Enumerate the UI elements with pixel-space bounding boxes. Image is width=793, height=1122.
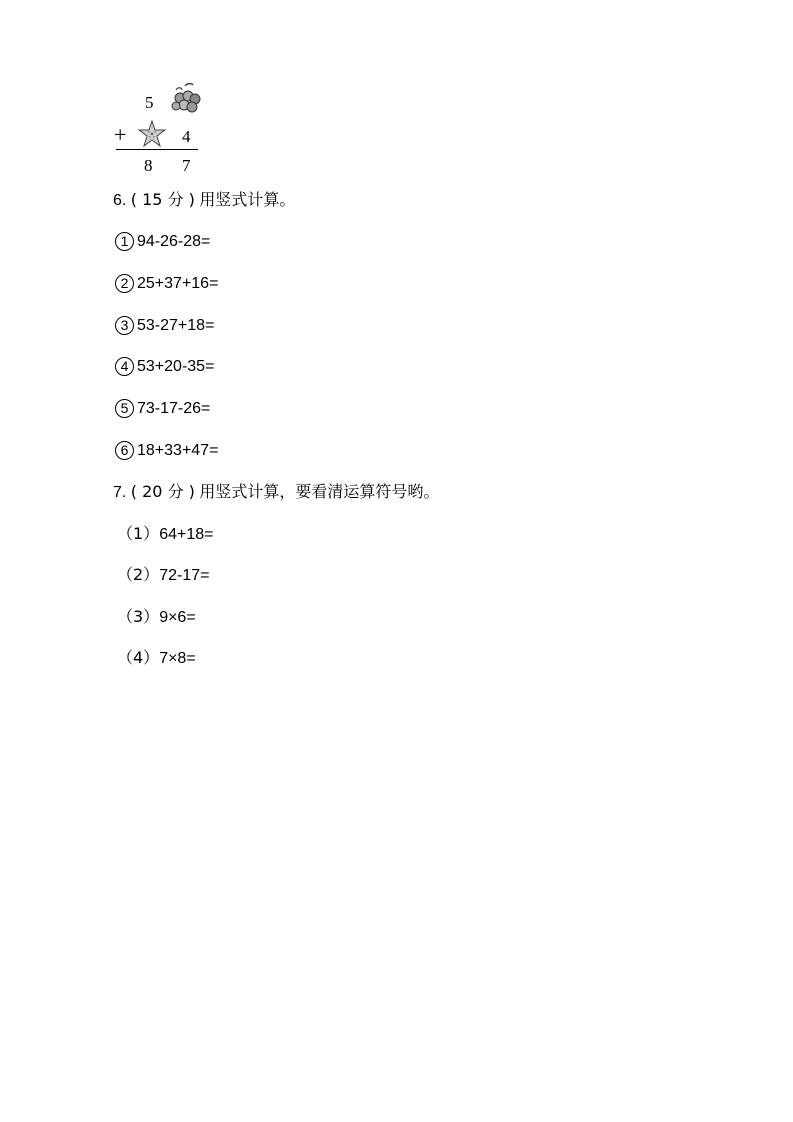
q6-item-1 (115, 232, 210, 251)
q7-item-1 (117, 526, 213, 543)
question-7-instruction: 用竖式计算，要看清运算符号哟。 (199, 482, 440, 501)
q7-item-3 (117, 609, 196, 626)
puzzle-result-ones: 7 (182, 156, 191, 175)
question-6-heading (113, 192, 295, 209)
question-7-number: 7. (113, 484, 127, 501)
q6-item-5 (115, 399, 210, 418)
q7-item-marker: （1） (117, 524, 160, 543)
q7-item-marker: （3） (117, 607, 160, 626)
puzzle-top-digit: 5 (145, 93, 154, 112)
question-6-score: ( 15 分 ) (130, 190, 195, 209)
question-6-instruction: 用竖式计算。 (199, 190, 296, 209)
circled-number: 1 (115, 232, 134, 251)
circled-number: 4 (115, 357, 134, 376)
q6-item-6 (115, 441, 218, 460)
q7-item-expression: 9×6= (159, 609, 196, 626)
q7-item-4 (117, 650, 196, 667)
circled-number: 6 (115, 441, 134, 460)
q6-item-4 (115, 357, 214, 376)
q6-item-expression: 73-17-26= (137, 399, 211, 417)
q6-item-2 (115, 274, 218, 293)
puzzle-result-tens: 8 (144, 156, 153, 175)
grapes-icon (168, 82, 202, 121)
q6-item-expression: 53+20-35= (137, 357, 215, 375)
q7-item-marker: （2） (117, 565, 160, 584)
q7-item-expression: 64+18= (159, 526, 214, 543)
circled-number: 2 (115, 274, 134, 293)
puzzle-sum-line (116, 149, 198, 150)
q6-item-expression: 18+33+47= (137, 441, 219, 459)
q6-item-expression: 53-27+18= (137, 316, 215, 334)
q7-item-marker: （4） (117, 648, 160, 667)
circled-number: 3 (115, 316, 134, 335)
q7-item-2 (117, 567, 209, 584)
q7-item-expression: 72-17= (159, 567, 210, 584)
vertical-addition-puzzle (110, 82, 210, 177)
question-7-score: ( 20 分 ) (130, 482, 195, 501)
puzzle-second-digit: 4 (182, 127, 191, 146)
question-6-number: 6. (113, 192, 127, 209)
circled-number: 5 (115, 399, 134, 418)
question-7-heading (113, 484, 439, 501)
puzzle-plus-sign: + (114, 122, 127, 147)
q6-item-expression: 94-26-28= (137, 232, 211, 250)
q7-item-expression: 7×8= (159, 650, 196, 667)
q6-item-expression: 25+37+16= (137, 274, 219, 292)
q6-item-3 (115, 316, 214, 335)
